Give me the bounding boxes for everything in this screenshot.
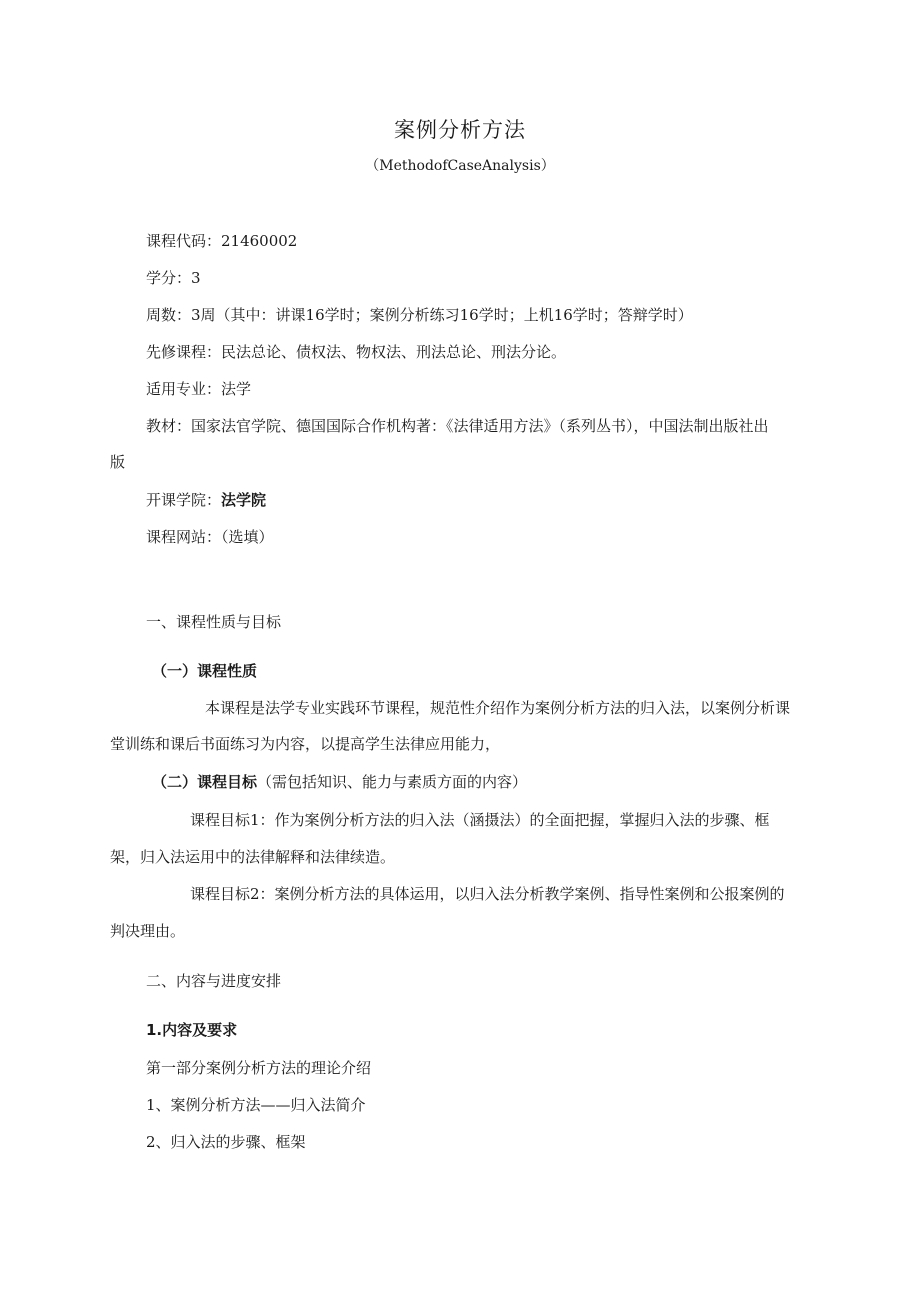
page-subtitle: （MethodofCaseAnalysis）	[365, 158, 555, 174]
section1-sub2-note: （需包括知识、能力与素质方面的内容）	[257, 773, 528, 791]
page-title: 案例分析方法	[394, 118, 526, 142]
course-textbook-line1: 教材：国家法官学院、德国国际合作机构著：《法律适用方法》（系列丛书），中国法制出版社出	[146, 417, 769, 435]
college-label: 开课学院：	[146, 491, 222, 509]
course-major: 适用专业：法学	[146, 380, 252, 398]
section2-item1: 1、案例分析方法——归入法简介	[146, 1096, 366, 1114]
course-code: 课程代码：21460002	[146, 232, 298, 250]
section2-heading: 二、内容与进度安排	[146, 972, 282, 990]
section2-item2: 2、归入法的步骤、框架	[146, 1133, 306, 1151]
section1-sub1-para-line1: 本课程是法学专业实践环节课程，规范性介绍作为案例分析方法的归入法，以案例分析课	[205, 699, 791, 717]
section2-sub1-heading: 1.内容及要求	[146, 1021, 238, 1039]
course-website: 课程网站：（选填）	[146, 528, 274, 546]
goal1-line2: 架，归入法运用中的法律解释和法律续造。	[110, 848, 396, 866]
section1-sub2-heading-row	[152, 771, 527, 793]
college-value: 法学院	[221, 491, 267, 509]
course-prerequisites: 先修课程：民法总论、债权法、物权法、刑法总论、刑法分论。	[146, 343, 567, 361]
section1-sub1-para-line2: 堂训练和课后书面练习为内容，以提高学生法律应用能力，	[110, 735, 501, 753]
goal2-line2: 判决理由。	[110, 922, 186, 940]
course-weeks: 周数：3周（其中：讲课16学时；案例分析练习16学时；上机16学时；答辩学时）	[146, 306, 693, 324]
course-textbook-line2: 版	[110, 453, 126, 471]
course-college	[146, 489, 266, 511]
goal2-line1: 课程目标2：案例分析方法的具体运用，以归入法分析教学案例、指导性案例和公报案例的	[190, 885, 785, 903]
section1-heading: 一、课程性质与目标	[146, 613, 282, 631]
goal1-line1: 课程目标1：作为案例分析方法的归入法（涵摄法）的全面把握，掌握归入法的步骤、框	[190, 811, 770, 829]
section1-sub2-heading: （二）课程目标	[152, 773, 258, 791]
section2-part1: 第一部分案例分析方法的理论介绍	[146, 1059, 372, 1077]
section1-sub1-heading: （一）课程性质	[152, 662, 258, 680]
course-credit: 学分：3	[146, 269, 201, 287]
